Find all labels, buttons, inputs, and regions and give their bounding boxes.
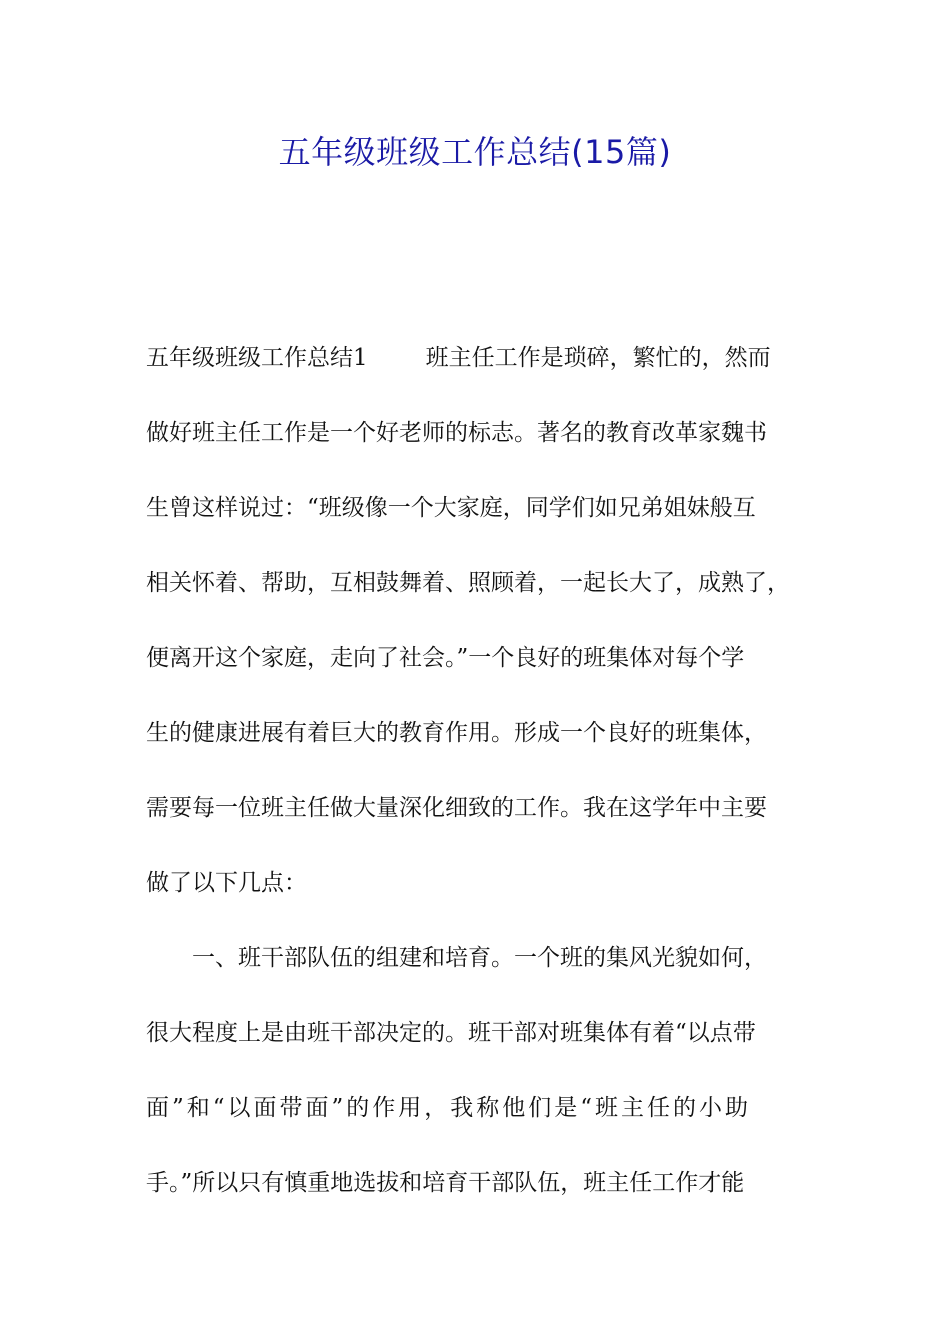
paragraph-line: 便离开这个家庭，走向了社会。”一个良好的班集体对每个学 (146, 645, 745, 671)
paragraph-line: 很大程度上是由班干部决定的。班干部对班集体有着“以点带 (146, 1020, 756, 1046)
paragraph-line: 做了以下几点： (146, 870, 307, 896)
paragraph-line: 做好班主任工作是一个好老师的标志。著名的教育改革家魏书 (146, 420, 767, 446)
paragraph-line: 生曾这样说过：“班级像一个大家庭，同学们如兄弟姐妹般互 (146, 495, 756, 521)
paragraph-line: 生的健康进展有着巨大的教育作用。形成一个良好的班集体， (146, 720, 767, 746)
paragraph-line: 需要每一位班主任做大量深化细致的工作。我在这学年中主要 (146, 795, 767, 821)
section-heading: 五年级班级工作总结1 (146, 345, 368, 371)
document-title: 五年级班级工作总结(15篇) (278, 133, 672, 171)
paragraph-line: 相关怀着、帮助，互相鼓舞着、照顾着，一起长大了，成熟了， (146, 570, 790, 596)
paragraph-line: 一、班干部队伍的组建和培育。一个班的集风光貌如何， (192, 945, 767, 971)
paragraph-line: 面”和“以面带面”的作用，我称他们是“班主任的小助 (146, 1095, 752, 1121)
paragraph-line: 手。”所以只有慎重地选拔和培育干部队伍，班主任工作才能 (146, 1170, 745, 1196)
paragraph-line (146, 340, 836, 376)
paragraph-text: 班主任工作是琐碎，繁忙的，然而 (425, 345, 771, 371)
